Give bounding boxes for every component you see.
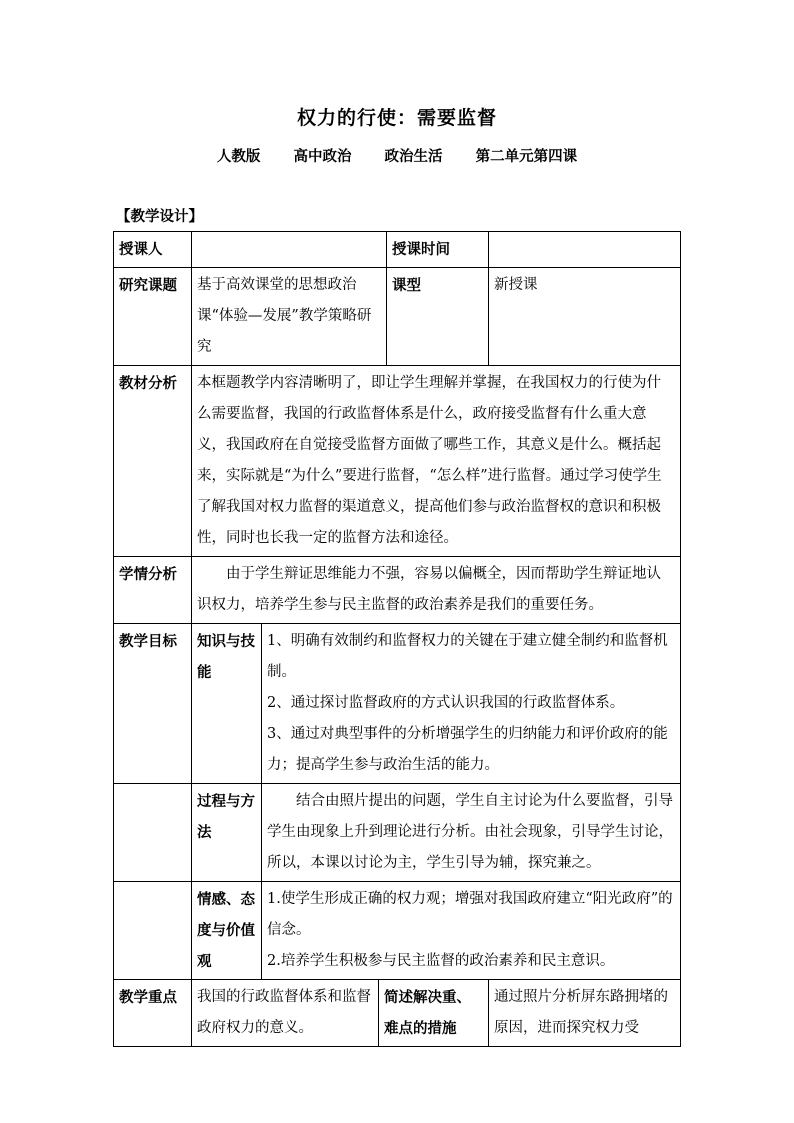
subtitle-level: 高中政治 [293, 148, 352, 165]
list-item: 2.培养学生积极参与民主监督的政治素养和民主意识。 [267, 953, 615, 969]
type-value: 新授课 [489, 268, 681, 366]
table-row [114, 882, 681, 980]
goals-label: 教学目标 [114, 624, 192, 784]
goals-label-empty [114, 784, 192, 882]
document-subtitle [0, 145, 794, 166]
table-row [114, 232, 681, 268]
lesson-plan-table [113, 231, 681, 1047]
teacher-label: 授课人 [114, 232, 192, 268]
student-value [192, 557, 681, 624]
key-label: 教学重点 [114, 980, 192, 1047]
table-row [114, 366, 681, 557]
material-value: 本框题教学内容清晰明了，即让学生理解并掌握，在我国权力的行使为什么需要监督，我国的行政监督体系是什么，政府接受监督有什么重大意义，我国政府在自觉接受监督方面做了哪些工作，其意义是什么。概括起来，实际就是“为什么”要进行监督，“怎么样”进行监督。通过学习使学生了解我国对权力监督的渠道意义，提高他们参与政治监督权的意识和积极性，同时也长我一定的监督方法和途径。 [192, 366, 681, 557]
measure-value: 通过照片分析屏东路拥堵的原因，进而探究权力受 [489, 980, 681, 1047]
emotion-value [262, 882, 681, 980]
goals-label-empty [114, 882, 192, 980]
measure-label: 简述解决重、难点的措施 [379, 980, 489, 1047]
research-label: 研究课题 [114, 268, 192, 366]
table-row [114, 557, 681, 624]
type-label: 课型 [387, 268, 489, 366]
student-label: 学情分析 [114, 557, 192, 624]
student-text: 由于学生辩证思维能力不强，容易以偏概全，因而帮助学生辩证地认识权力，培养学生参与民主监督的政治素养是我们的重要任务。 [197, 566, 661, 613]
process-value [262, 784, 681, 882]
teacher-value [192, 232, 387, 268]
list-item: 2、通过探讨监督政府的方式认识我国的行政监督体系。 [267, 695, 625, 711]
list-item: 3、通过对典型事件的分析增强学生的归纳能力和评价政府的能力；提高学生参与政治生活的能力。 [267, 726, 668, 773]
subtitle-book: 政治生活 [384, 148, 443, 165]
section-label: 【教学设计】 [116, 208, 203, 225]
subtitle-unit: 第二单元第四课 [475, 148, 578, 165]
material-label: 教材分析 [114, 366, 192, 557]
knowledge-label: 知识与技能 [192, 624, 262, 784]
process-label: 过程与方法 [192, 784, 262, 882]
process-text: 结合由照片提出的问题，学生自主讨论为什么要监督，引导学生由现象上升到理论进行分析。由社会现象，引导学生讨论，所以，本课以讨论为主，学生引导为辅，探究兼之。 [267, 793, 673, 871]
table-row [114, 268, 681, 366]
table-row [114, 624, 681, 784]
time-label: 授课时间 [387, 232, 489, 268]
key-value: 我国的行政监督体系和监督政府权力的意义。 [192, 980, 379, 1047]
subtitle-edition: 人教版 [216, 148, 261, 165]
list-item: 1、明确有效制约和监督权力的关键在于建立健全制约和监督机制。 [267, 633, 668, 680]
knowledge-value [262, 624, 681, 784]
research-value: 基于高效课堂的思想政治课“体验—发展”教学策略研究 [192, 268, 387, 366]
list-item: 1.使学生形成正确的权力观；增强对我国政府建立“阳光政府”的信念。 [267, 891, 673, 938]
time-value [489, 232, 681, 268]
emotion-label: 情感、态度与价值观 [192, 882, 262, 980]
table-row [114, 784, 681, 882]
document-title: 权力的行使：需要监督 [296, 107, 497, 129]
table-row [114, 980, 681, 1047]
